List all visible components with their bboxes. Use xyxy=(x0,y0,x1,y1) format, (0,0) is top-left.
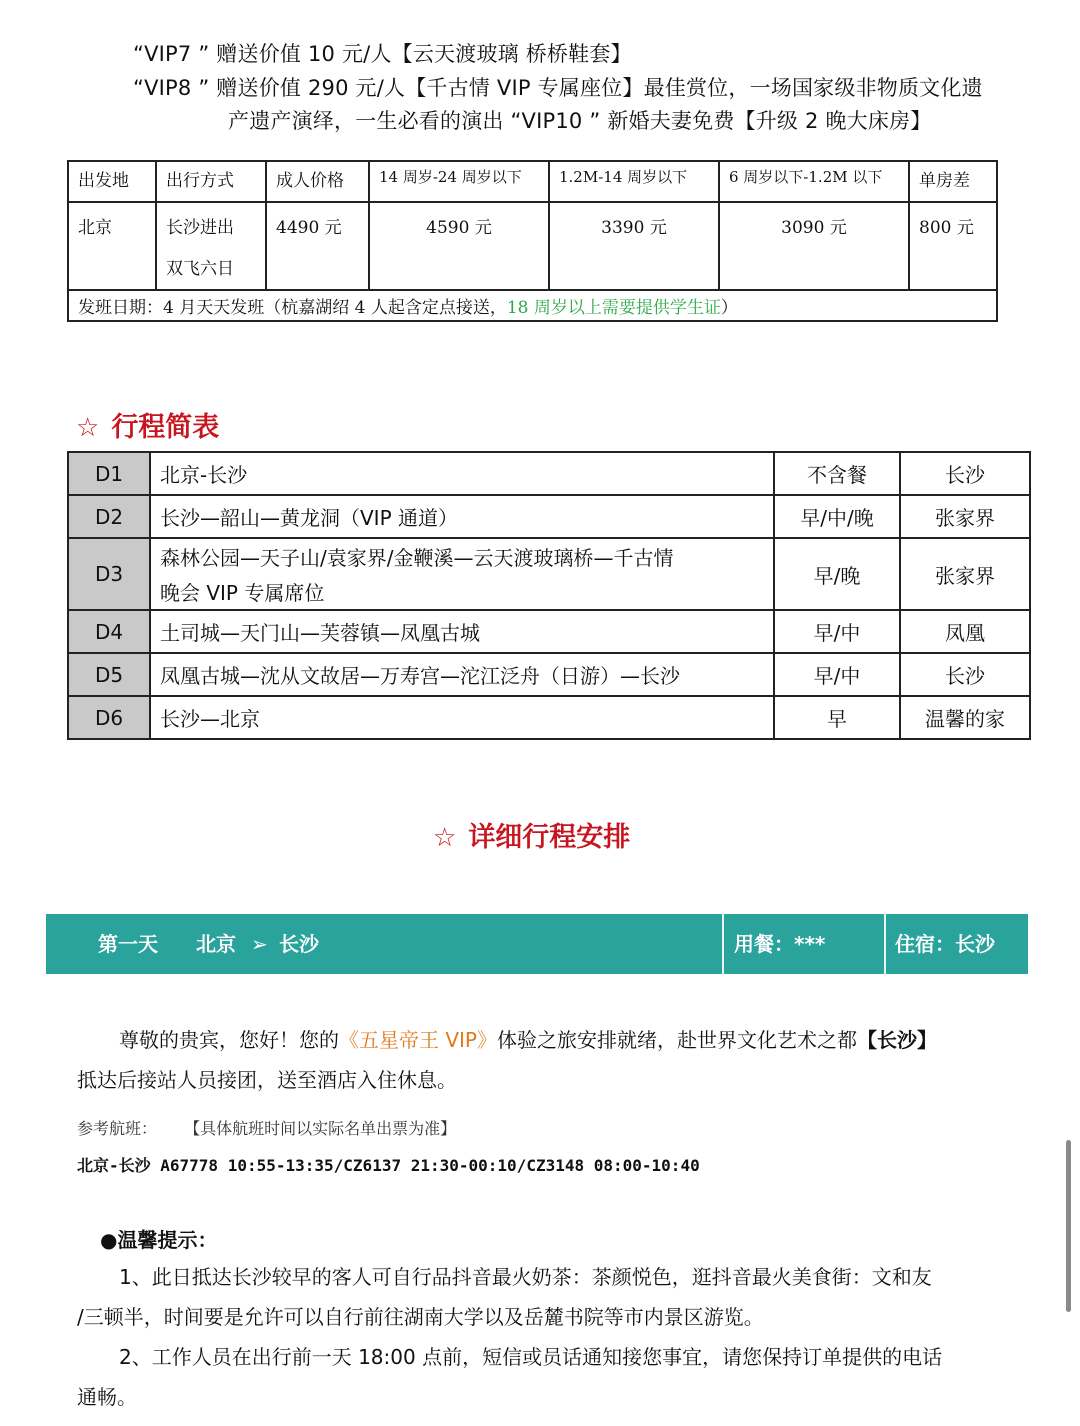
cell-mode xyxy=(156,202,266,290)
note-green: 18 周岁以上需要提供学生证 xyxy=(506,298,721,318)
table-row xyxy=(68,653,1030,696)
note-suffix: ） xyxy=(720,298,738,318)
day-cell: D4 xyxy=(68,610,150,653)
itinerary-summary-table xyxy=(67,451,1031,740)
meal-cell: 不含餐 xyxy=(774,452,900,495)
header-divider xyxy=(884,914,886,974)
arrow-icon: ➢ xyxy=(251,932,268,956)
price-table-note-row xyxy=(68,290,997,321)
intro-b: 体验之旅安排就绪，赴世界文化艺术之都 xyxy=(497,1028,857,1052)
ref-label: 参考航班： xyxy=(77,1119,158,1138)
intro-bold: 【长沙】 xyxy=(857,1028,937,1052)
price-table xyxy=(67,160,998,322)
route-cell xyxy=(150,538,774,610)
stay-label: 住宿：长沙 xyxy=(895,932,995,956)
ref-note: 【具体航班时间以实际名单出票为准】 xyxy=(184,1119,457,1138)
header-youth: 14 周岁-24 周岁以下 xyxy=(369,161,549,202)
route-line2: 晚会 VIP 专属席位 xyxy=(160,581,325,605)
star-icon: ☆ xyxy=(76,413,100,443)
star-icon: ☆ xyxy=(433,823,457,853)
intro-a: 尊敬的贵宾，您好！您的 xyxy=(119,1028,339,1052)
summary-title-text: 行程简表 xyxy=(111,412,220,443)
tip2-line1: 2、工作人员在出行前一天 18:00 点前，短信或员话通知接您事宜，请您保持订单提供的电话 xyxy=(119,1345,943,1369)
departure-note xyxy=(68,290,997,321)
day-cell: D1 xyxy=(68,452,150,495)
header-adult: 成人价格 xyxy=(266,161,369,202)
day-label: 第一天 xyxy=(98,932,158,956)
header-origin: 出发地 xyxy=(68,161,156,202)
flight-list: 北京-长沙 A67778 10:55-13:35/CZ6137 21:30-00:10/CZ3148 08:00-10:40 xyxy=(77,1156,700,1175)
cell-single: 800 元 xyxy=(909,202,997,290)
stay-cell: 长沙 xyxy=(900,653,1030,696)
meal-cell: 早/晚 xyxy=(774,538,900,610)
tip1-line1: 1、此日抵达长沙较早的客人可自行品抖音最火奶茶：茶颜悦色，逛抖音最火美食街：文和友 xyxy=(119,1265,932,1289)
day-cell: D3 xyxy=(68,538,150,610)
flight-ref-line xyxy=(77,1116,456,1139)
cell-adult: 4490 元 xyxy=(266,202,369,290)
intro-line2: 抵达后接站人员接团，送至酒店入住休息。 xyxy=(77,1068,457,1092)
price-table-row xyxy=(68,202,997,290)
price-table-header xyxy=(68,161,997,202)
table-row xyxy=(68,452,1030,495)
meal-cell: 早 xyxy=(774,696,900,739)
header-single: 单房差 xyxy=(909,161,997,202)
meal-cell: 早/中/晚 xyxy=(774,495,900,538)
route-cell: 凤凰古城—沈从文故居—万寿宫—沱江泛舟（日游）—长沙 xyxy=(150,653,774,696)
summary-title xyxy=(76,405,219,444)
vip8-line: “VIP8 ” 赠送价值 290 元/人【千古情 VIP 专属座位】最佳赏位，一场国家级非物质文化遗 xyxy=(133,76,983,100)
table-row xyxy=(68,538,1030,610)
intro-paragraph xyxy=(77,1020,1017,1100)
cell-child: 3390 元 xyxy=(549,202,719,290)
route-line1: 森林公园—天子山/袁家界/金鞭溪—云天渡玻璃桥—千古情 xyxy=(160,546,674,570)
scrollbar-thumb[interactable] xyxy=(1066,1140,1071,1312)
day-cell: D2 xyxy=(68,495,150,538)
route-cell: 北京-长沙 xyxy=(150,452,774,495)
cell-youth: 4590 元 xyxy=(369,202,549,290)
tip1-line2: /三顿半，时间要是允许可以自行前往湖南大学以及岳麓书院等市内景区游览。 xyxy=(77,1305,764,1329)
table-row xyxy=(68,696,1030,739)
header-mode: 出行方式 xyxy=(156,161,266,202)
intro-line1 xyxy=(77,1020,1017,1060)
table-row xyxy=(68,495,1030,538)
route-from: 北京 xyxy=(196,932,236,956)
tips-title: ●温馨提示： xyxy=(100,1228,218,1252)
stay-cell: 温馨的家 xyxy=(900,696,1030,739)
vip7-line: “VIP7 ” 赠送价值 10 元/人【云天渡玻璃 桥桥鞋套】 xyxy=(133,42,632,66)
route-cell: 土司城—天门山—芙蓉镇—凤凰古城 xyxy=(150,610,774,653)
tip2-line2: 通畅。 xyxy=(77,1385,137,1409)
meal-label: 用餐：*** xyxy=(734,932,826,956)
route-to: 长沙 xyxy=(279,932,319,956)
stay-cell: 张家界 xyxy=(900,538,1030,610)
tips-list xyxy=(77,1257,1037,1417)
header-infant: 6 周岁以下-1.2M 以下 xyxy=(719,161,909,202)
meal-cell: 早/中 xyxy=(774,653,900,696)
note-prefix: 发班日期：4 月天天发班（杭嘉湖绍 4 人起含定点接送， xyxy=(78,298,507,318)
day-cell: D6 xyxy=(68,696,150,739)
header-child: 1.2M-14 周岁以下 xyxy=(549,161,719,202)
day1-header-bar xyxy=(46,914,1028,974)
day-cell: D5 xyxy=(68,653,150,696)
stay-cell: 长沙 xyxy=(900,452,1030,495)
cell-infant: 3090 元 xyxy=(719,202,909,290)
cell-mode-line1: 长沙进出 xyxy=(166,218,234,238)
intro-highlight: 《五星帝王 VIP》 xyxy=(339,1028,497,1052)
stay-cell: 凤凰 xyxy=(900,610,1030,653)
vip10-line: 产遗产演绎，一生必看的演出 “VIP10 ” 新婚夫妻免费【升级 2 晚大床房】 xyxy=(228,109,932,133)
stay-cell: 张家界 xyxy=(900,495,1030,538)
meal-cell: 早/中 xyxy=(774,610,900,653)
detail-title-text: 详细行程安排 xyxy=(468,822,631,853)
header-divider xyxy=(722,914,724,974)
detail-title xyxy=(433,815,630,854)
route-cell: 长沙—北京 xyxy=(150,696,774,739)
route-cell: 长沙—韶山—黄龙洞（VIP 通道） xyxy=(150,495,774,538)
cell-mode-line2: 双飞六日 xyxy=(166,259,234,279)
table-row xyxy=(68,610,1030,653)
cell-origin: 北京 xyxy=(68,202,156,290)
